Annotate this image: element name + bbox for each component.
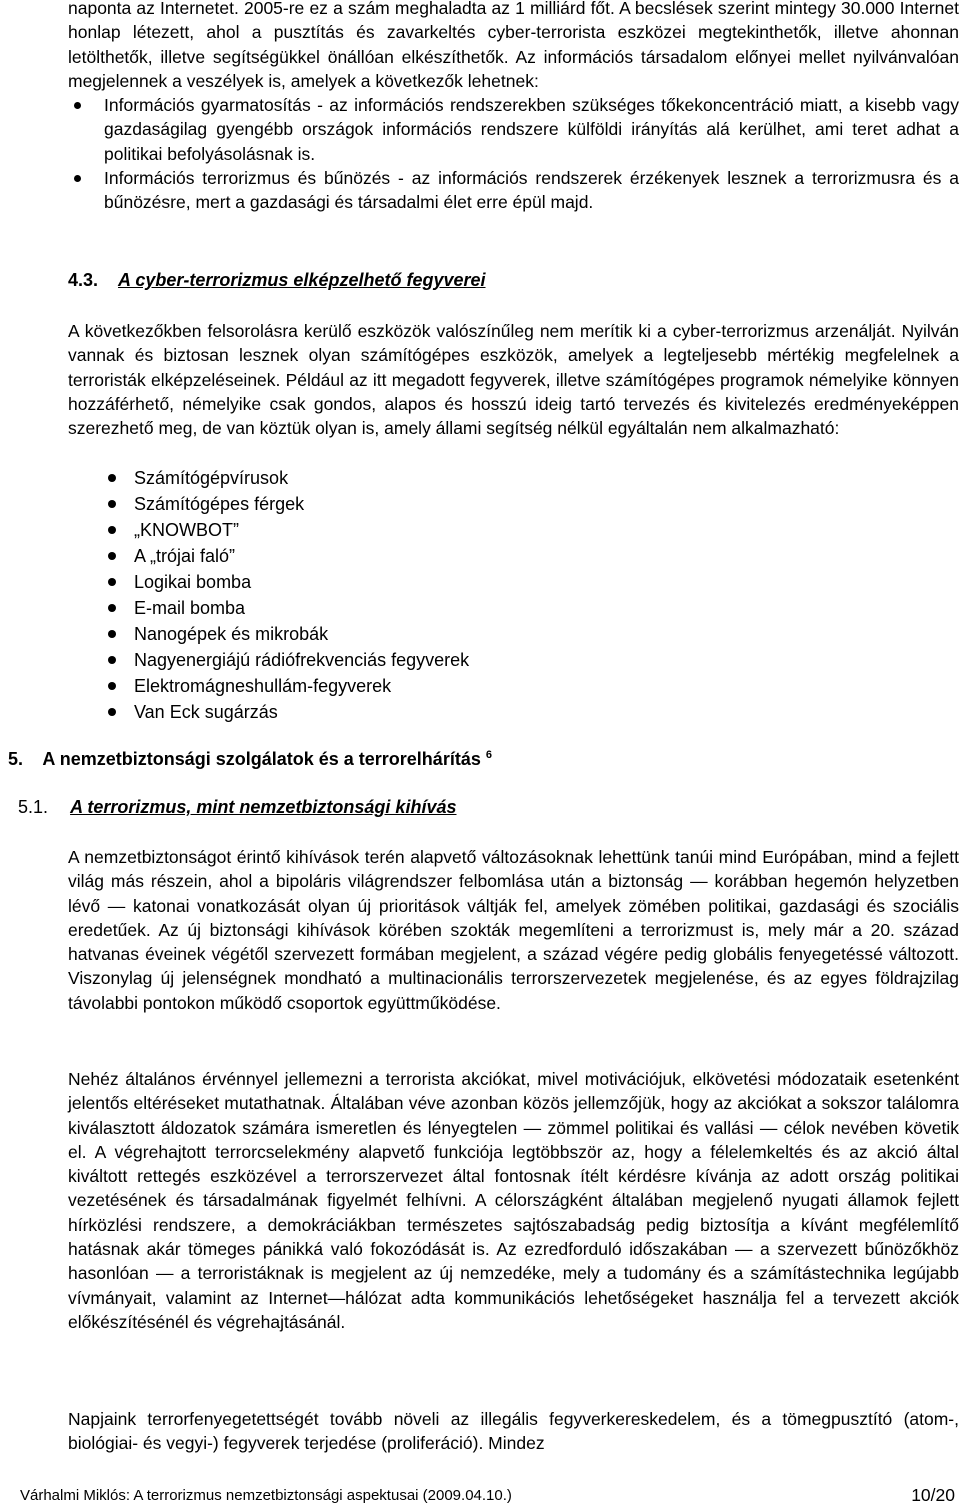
risk-list — [68, 93, 959, 214]
list-item: Információs gyarmatosítás - az információs rendszerekben szükséges tőkekoncentráció miatt, a kisebb vagy gazdaságilag gyengébb országok információs rendszere külföldi irányítás alá kerülhet, ami teret adhat a politikai befolyásolásnak is. — [68, 93, 959, 166]
intro-paragraph: naponta az Internetet. 2005-re ez a szám meghaladta az 1 milliárd főt. A becslések szerint mintegy 30.000 Internet honlap létezett, ahol a pusztítás és zavarkeltés cyber-terrorista eszközei megtekinthetők, illetve ahonnan letölthetők, illetve segítségükkel önállóan elkészíthetők. Az információs társadalom előnyei mellet nyilvánvalóan megjelennek a veszélyek is, amelyek a következők lehetnek: — [68, 0, 959, 91]
footer-citation: Várhalmi Miklós: A terrorizmus nemzetbiztonsági aspektusai (2009.04.10.) — [20, 1487, 512, 1504]
bullet-icon — [108, 630, 116, 638]
bullet-icon — [108, 552, 116, 560]
list-item: „KNOWBOT” — [68, 517, 469, 543]
bullet-icon — [108, 500, 116, 508]
bullet-icon — [108, 682, 116, 690]
list-item: E-mail bomba — [68, 595, 469, 621]
list-item: Információs terrorizmus és bűnözés - az információs rendszerek érzékenyek lesznek a terrorizmusra és a bűnözésre, mert a gazdasági és társadalmi élet erre épül majd. — [68, 166, 959, 215]
section-5-1-paragraph-2: Nehéz általános érvénnyel jellemezni a terrorista akciókat, mivel motivációjuk, elkövetési módozataik esetenként jelentős eltéréseket mutathatnak. Általában véve azonban közös jellemzőjük, hogy az akciókat a sokszor találomra kiválasztott áldozatok számára ismeretlen és lényegtelen — zömmel politikai és vallási — célok nevében követik el. A végrehajtott terrorcselekmény alapvető funkciója legtöbbször az, hogy a félelemkeltés és az akció által kiváltott rettegés eszközével a terrorszervezet által fontosnak ítélt kérdésre kívánja az adott ország politikai vezetésének és társadalmának figyelmét felhívni. A célországként általában megjelenő nyugati államok fejlett hírközlési rendszere, a demokráciákban természetes sajtószabadság pedig biztosítja a kívánt megfélemlítő hatásnak akár tömeges pánikká való fokozódását is. Az ezredforduló időszakában — a szervezett bűnözőkhöz hasonlóan — a terroristáknak is megjelent az új nemzedéke, mely a tudomány és a számítástechnika legújabb vívmányait, valamint az Internet—hálózat adta kommunikációs lehetőségeket használja fel a tervezett akciók előkészítésénél és végrehajtásánál. — [68, 1069, 959, 1332]
section-5-1-paragraph-3: Napjaink terrorfenyegetettségét tovább növeli az illegális fegyverkereskedelem, és a tömegpusztító (atom-, biológiai- és vegyi-) fegyverek terjedése (proliferáció). Mindez — [68, 1409, 959, 1454]
bullet-icon — [74, 175, 81, 182]
bullet-icon — [108, 578, 116, 586]
section-5-1-paragraph-1: A nemzetbiztonságot érintő kihívások terén alapvető változásoknak lehettünk tanúi mind Európában, mind a fejlett világ más részein, ahol a bipoláris világrendszer felbomlása után a biztonság — korábban hegemón helyzetben lévő — katonai vonatkozását olyan új prioritások váltják fel, amelyek zömében politikai, gazdasági és szociális eredetűek. Az új biztonsági kihívások körében szokták megemlíteni a terrorizmust is, mely már a 20. század hatvanas éveinek végétől szervezett formában megjelent, a század végére pedig globális fenyegetéssé változott. Viszonylag új jelenségnek mondható a multinacionális terrorszervezetek megjelenése, és az egyes földrajzilag távolabbi pontokon működő csoportok együttműködése. — [68, 847, 959, 1013]
bullet-icon — [108, 708, 116, 716]
bullet-icon — [74, 102, 81, 109]
footnote-ref: 6 — [485, 749, 492, 761]
intro-block — [68, 0, 959, 215]
section-heading-4-3: 4.3. A cyber-terrorizmus elképzelhető fegyverei — [68, 270, 486, 290]
section-4-3-paragraph: A következőkben felsorolásra kerülő eszközök valószínűleg nem merítik ki a cyber-terrorizmus arzenálját. Nyilván vannak és biztosan lesznek olyan számítógépes eszközök, amelyek a legteljesebb mértékig megfelelnek a terroristák elképzeléseinek. Például az itt megadott fegyverek, illetve számítógépes programok némelyike könnyen hozzáférhető, némelyike csak gondos, alapos és hosszú ideig tartó tervezés és kivitelezés eredményeképpen szerezhető meg, de van köztük olyan is, amely állami segítség nélkül egyáltalán nem alkalmazható: — [68, 321, 959, 439]
section-heading-5: 5. A nemzetbiztonsági szolgálatok és a terrorelhárítás $^6$ — [8, 749, 492, 769]
list-item: Számítógépes férgek — [68, 491, 469, 517]
bullet-icon — [108, 604, 116, 612]
list-item: Logikai bomba — [68, 569, 469, 595]
list-item: Van Eck sugárzás — [68, 699, 469, 725]
list-item: Nanogépek és mikrobák — [68, 621, 469, 647]
weapons-list — [68, 465, 469, 725]
bullet-icon — [108, 474, 116, 482]
section-heading-5-1: 5.1. A terrorizmus, mint nemzetbiztonsági kihívás — [18, 797, 457, 817]
bullet-icon — [108, 656, 116, 664]
list-item: Elektromágneshullám-fegyverek — [68, 673, 469, 699]
list-item: A „trójai faló” — [68, 543, 469, 569]
list-item: Nagyenergiájú rádiófrekvenciás fegyverek — [68, 647, 469, 673]
bullet-icon — [108, 526, 116, 534]
list-item: Számítógépvírusok — [68, 465, 469, 491]
page-number: 10/20 — [911, 1485, 955, 1505]
